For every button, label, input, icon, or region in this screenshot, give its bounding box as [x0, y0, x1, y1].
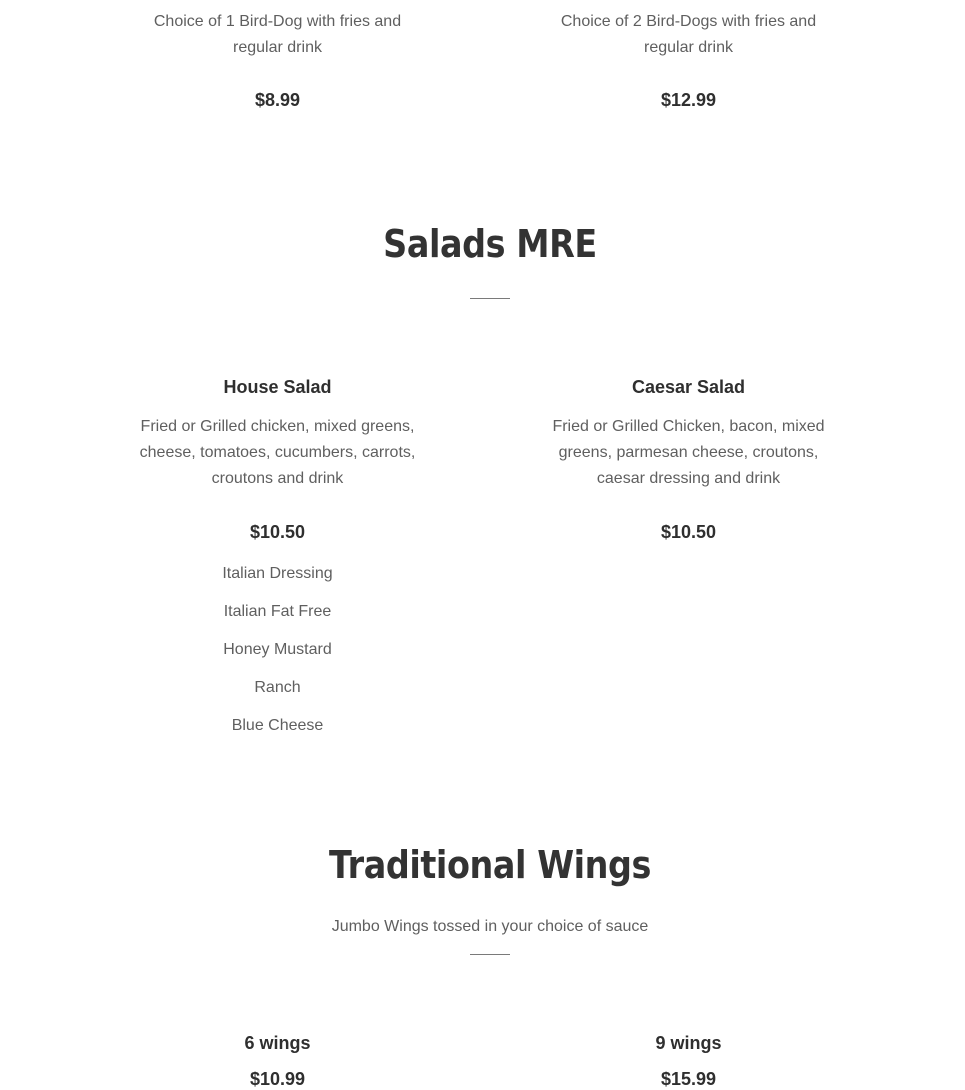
section-title: Traditional Wings: [328, 843, 651, 887]
section-divider: [470, 954, 510, 955]
item-name: 9 wings: [655, 1033, 722, 1053]
item-description: Fried or Grilled Chicken, bacon, mixed greens, parmesan cheese, croutons, caesar dressing and drink: [552, 418, 825, 487]
item-name: Caesar Salad: [631, 377, 746, 397]
menu-item-2-bird-dogs: [501, 9, 876, 111]
dressing-option: Ranch: [254, 679, 301, 696]
item-description: Choice of 2 Bird-Dogs with fries and regular drink: [560, 13, 817, 56]
section-subtitle: Jumbo Wings tossed in your choice of sauce: [331, 918, 649, 935]
section-salads: [0, 222, 965, 266]
section-divider: [470, 298, 510, 299]
menu-item-9-wings: [501, 1032, 876, 1090]
menu-item-caesar-salad: [501, 376, 876, 543]
menu-item-house-salad: [90, 376, 465, 736]
item-price: $10.50: [660, 522, 717, 542]
item-description: Fried or Grilled chicken, mixed greens, cheese, tomatoes, cucumbers, carrots, croutons and drink: [139, 418, 416, 487]
section-wings: [0, 843, 965, 937]
item-price: $12.99: [660, 90, 717, 110]
dressing-option: Italian Dressing: [222, 565, 333, 582]
item-price: $15.99: [660, 1069, 717, 1089]
item-price: $10.99: [249, 1069, 306, 1089]
item-price: $10.50: [249, 522, 306, 542]
item-price: $8.99: [254, 90, 301, 110]
section-title: Salads MRE: [383, 222, 597, 266]
menu-item-6-wings: [90, 1032, 465, 1090]
dressing-options: [90, 564, 465, 736]
item-name: House Salad: [223, 377, 332, 397]
item-description: Choice of 1 Bird-Dog with fries and regular drink: [153, 13, 402, 56]
dressing-option: Blue Cheese: [231, 717, 324, 734]
item-name: 6 wings: [244, 1033, 311, 1053]
dressing-option: Honey Mustard: [223, 641, 332, 658]
dressing-option: Italian Fat Free: [223, 603, 332, 620]
menu-item-1-bird-dog: [90, 9, 465, 111]
